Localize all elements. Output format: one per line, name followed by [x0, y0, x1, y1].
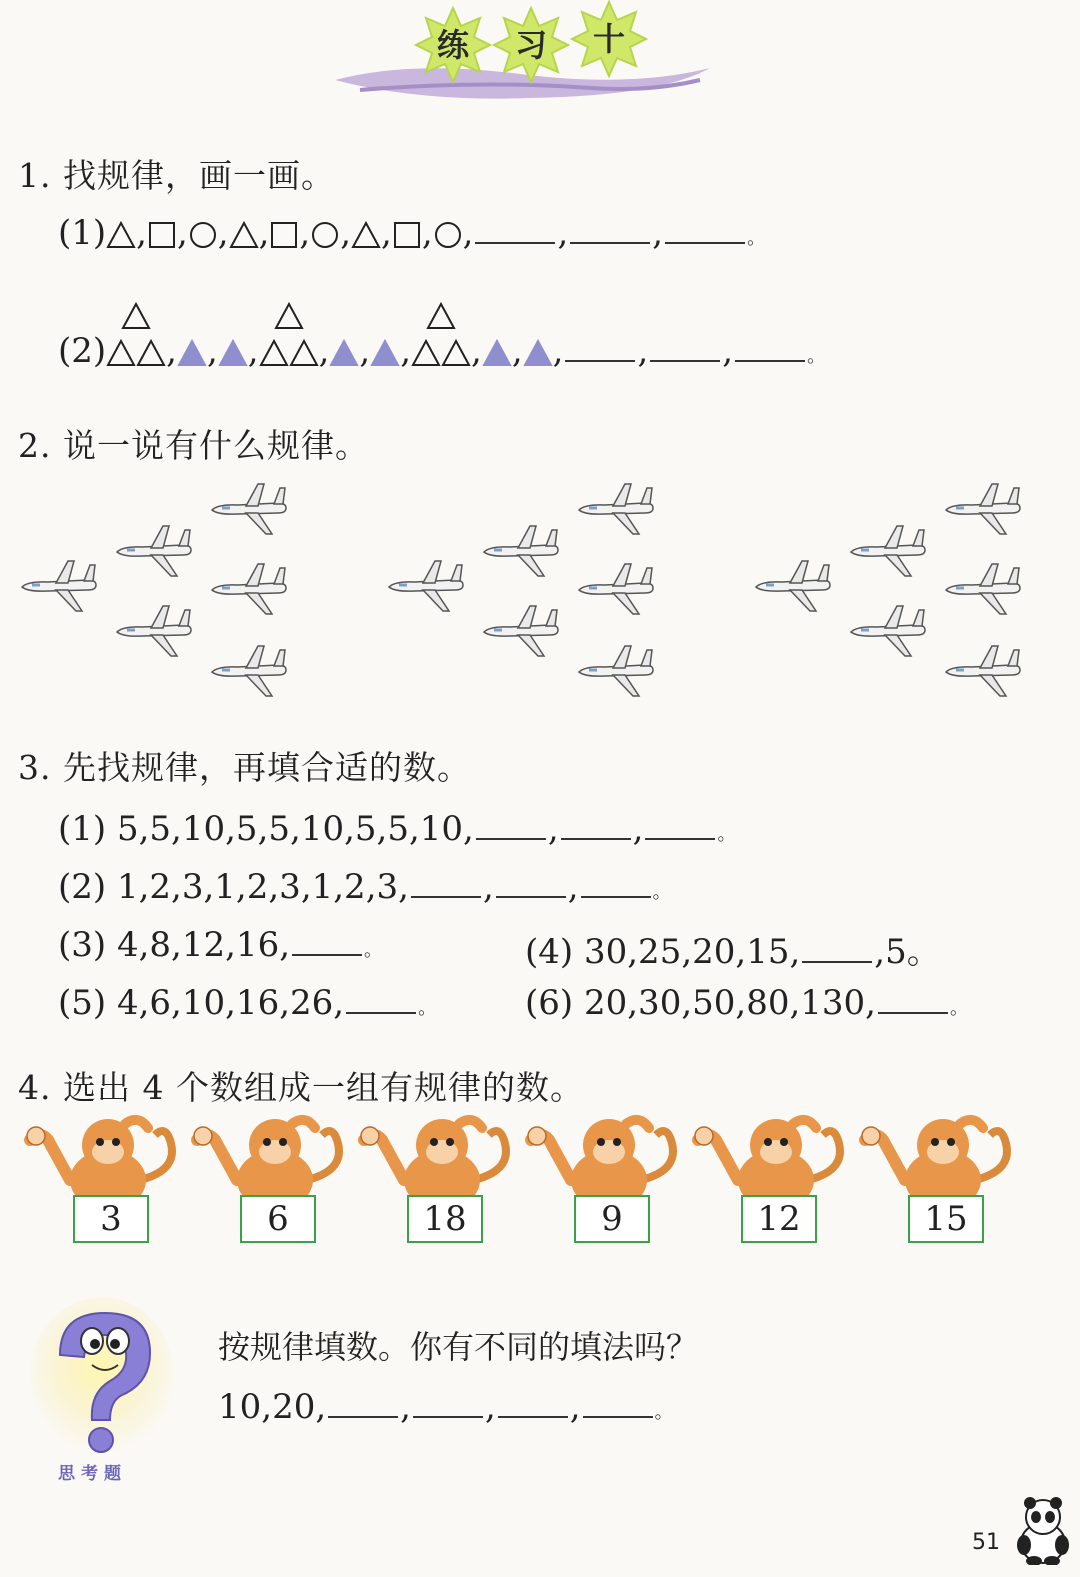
airplane-icon [575, 558, 657, 618]
q2-heading: 2. 说一说有什么规律。 [18, 426, 369, 465]
title-star-1 [414, 6, 492, 84]
q3-part5: (5) 4,6,10,16,26, 。 [58, 983, 437, 1023]
q3-part2: (2) 1,2,3,1,2,3,1,2,3, , , 。 [58, 867, 671, 907]
separator: , [299, 213, 311, 253]
airplane-icon [385, 555, 467, 615]
answer-blank[interactable] [565, 330, 635, 362]
answer-blank[interactable] [411, 866, 481, 898]
q1-part2-label: (2) [58, 331, 107, 371]
answer-blank[interactable] [665, 212, 745, 244]
airplane-icon [208, 558, 290, 618]
q3-part4 [525, 924, 941, 973]
q3-part6: (6) 20,30,50,80,130, 。 [525, 983, 968, 1023]
triangle-icon [523, 338, 553, 368]
airplane-icon [113, 600, 195, 660]
triangle-icon [289, 338, 319, 368]
number-card[interactable]: 6 [240, 1195, 316, 1243]
separator: , [400, 331, 412, 371]
square-icon [269, 220, 299, 250]
answer-blank[interactable] [645, 808, 715, 840]
q3-part3: (3) 4,8,12,16, 。 [58, 925, 383, 965]
separator: , [471, 331, 482, 371]
airplane-icon [942, 478, 1024, 538]
think-badge: 思考题 [58, 1464, 127, 1484]
airplane-icon [480, 600, 562, 660]
q3-part4-label: (4) [525, 932, 574, 972]
q1-part1-row: (1) , , , , , , , , , , , 。 [58, 213, 766, 253]
q3-part1: (1) 5,5,10,5,5,10,5,5,10, , , 。 [58, 809, 736, 849]
airplane-icon [18, 555, 100, 615]
title-star-3 [570, 0, 648, 78]
separator: , [340, 213, 352, 253]
separator: , [166, 331, 177, 371]
answer-blank[interactable] [346, 982, 416, 1014]
triangle-icon [218, 338, 248, 368]
q1-part2-row: (2) , , , , , , , , , , , 。 [58, 331, 826, 371]
panda-icon [1012, 1495, 1074, 1565]
q3-part6-seq: 20,30,50,80,130, [583, 983, 876, 1023]
triangle-icon [482, 338, 512, 368]
separator: , [462, 213, 474, 253]
separator: , [318, 331, 330, 371]
answer-blank[interactable] [650, 330, 720, 362]
circle-icon [310, 220, 340, 250]
airplane-icon [575, 640, 657, 700]
triangle-icon [274, 301, 304, 331]
triangle-icon [177, 338, 207, 368]
answer-blank[interactable] [570, 212, 650, 244]
q3-heading: 3. 先找规律，再填合适的数。 [18, 748, 471, 787]
answer-blank[interactable] [328, 1386, 398, 1418]
airplane-icon [847, 520, 929, 580]
answer-blank[interactable] [496, 866, 566, 898]
answer-blank[interactable] [581, 866, 651, 898]
triangle-stack [411, 331, 471, 371]
q3-part2-label: (2) [58, 867, 107, 907]
answer-blank[interactable] [561, 808, 631, 840]
airplane-icon [847, 600, 929, 660]
q4-heading: 4. 选出 4 个数组成一组有规律的数。 [18, 1068, 584, 1107]
airplane-icon [575, 478, 657, 538]
circle-icon [433, 220, 463, 250]
q3-part1-seq: 5,5,10,5,5,10,5,5,10, [116, 809, 474, 849]
triangle-icon [121, 301, 151, 331]
separator: , [359, 331, 371, 371]
airplane-icon [208, 478, 290, 538]
q1-part1-label: (1) [58, 213, 107, 253]
number-card[interactable]: 12 [741, 1195, 817, 1243]
triangle-icon [351, 220, 381, 250]
think-sequence-row: 10,20, , , , 。 [218, 1387, 673, 1427]
think-question-mascot [30, 1295, 180, 1485]
airplane-icon [208, 640, 290, 700]
answer-blank[interactable] [735, 330, 805, 362]
answer-blank[interactable] [475, 212, 555, 244]
triangle-stack [106, 331, 166, 371]
airplane-icon [752, 555, 834, 615]
think-prompt: 按规律填数。你有不同的填法吗？ [218, 1328, 699, 1366]
triangle-icon [370, 338, 400, 368]
circle-icon [188, 220, 218, 250]
answer-blank[interactable] [292, 924, 362, 956]
triangle-stack [259, 331, 319, 371]
separator: , [217, 213, 229, 253]
q1-part1-shapes [106, 213, 473, 253]
number-card[interactable]: 9 [574, 1195, 650, 1243]
q1-heading: 1. 找规律，画一画。 [18, 156, 335, 195]
separator: , [381, 213, 392, 253]
q3-part2-seq: 1,2,3,1,2,3,1,2,3, [116, 867, 409, 907]
q1-part2-shapes [106, 331, 563, 371]
separator: , [247, 331, 259, 371]
triangle-icon [426, 301, 456, 331]
number-card[interactable]: 18 [407, 1195, 483, 1243]
q3-part4-seq-end: ,5。 [874, 932, 941, 972]
separator: , [421, 213, 433, 253]
triangle-icon [106, 220, 136, 250]
answer-blank[interactable] [583, 1386, 653, 1418]
triangle-icon [106, 338, 136, 368]
airplane-icon [113, 520, 195, 580]
separator: , [552, 331, 564, 371]
triangle-icon [411, 338, 441, 368]
square-icon [147, 220, 177, 250]
airplane-formations [0, 470, 1080, 710]
q3-part4-seq: 30,25,20,15, [583, 932, 801, 972]
square-icon [392, 220, 422, 250]
number-card[interactable]: 3 [73, 1195, 149, 1243]
title-char: 十 [592, 20, 625, 58]
answer-blank[interactable] [476, 808, 546, 840]
airplane-icon [942, 640, 1024, 700]
triangle-icon [441, 338, 471, 368]
think-seq: 10,20, [218, 1387, 327, 1427]
title-star-2 [492, 6, 570, 84]
separator: , [136, 213, 147, 253]
q3-part5-label: (5) [58, 983, 107, 1023]
triangle-icon [229, 220, 259, 250]
page-number: 51 [972, 1530, 1000, 1555]
q3-part3-seq: 4,8,12,16, [116, 925, 291, 965]
question-mark-icon [30, 1295, 180, 1485]
triangle-icon [136, 338, 166, 368]
separator: , [206, 331, 218, 371]
airplane-icon [480, 520, 562, 580]
separator: , [258, 213, 270, 253]
triangle-icon [259, 338, 289, 368]
answer-blank[interactable] [413, 1386, 483, 1418]
number-card[interactable]: 15 [908, 1195, 984, 1243]
q3-part1-label: (1) [58, 809, 107, 849]
answer-blank[interactable] [802, 931, 872, 963]
answer-blank[interactable] [878, 982, 948, 1014]
title-char: 习 [514, 26, 547, 64]
q3-part6-label: (6) [525, 983, 574, 1023]
separator: , [176, 213, 188, 253]
answer-blank[interactable] [498, 1386, 568, 1418]
separator: , [511, 331, 523, 371]
q3-part5-seq: 4,6,10,16,26, [116, 983, 345, 1023]
exercise-title-banner [330, 0, 720, 110]
airplane-icon [942, 558, 1024, 618]
triangle-icon [329, 338, 359, 368]
q3-part3-label: (3) [58, 925, 107, 965]
title-char: 练 [436, 26, 469, 64]
